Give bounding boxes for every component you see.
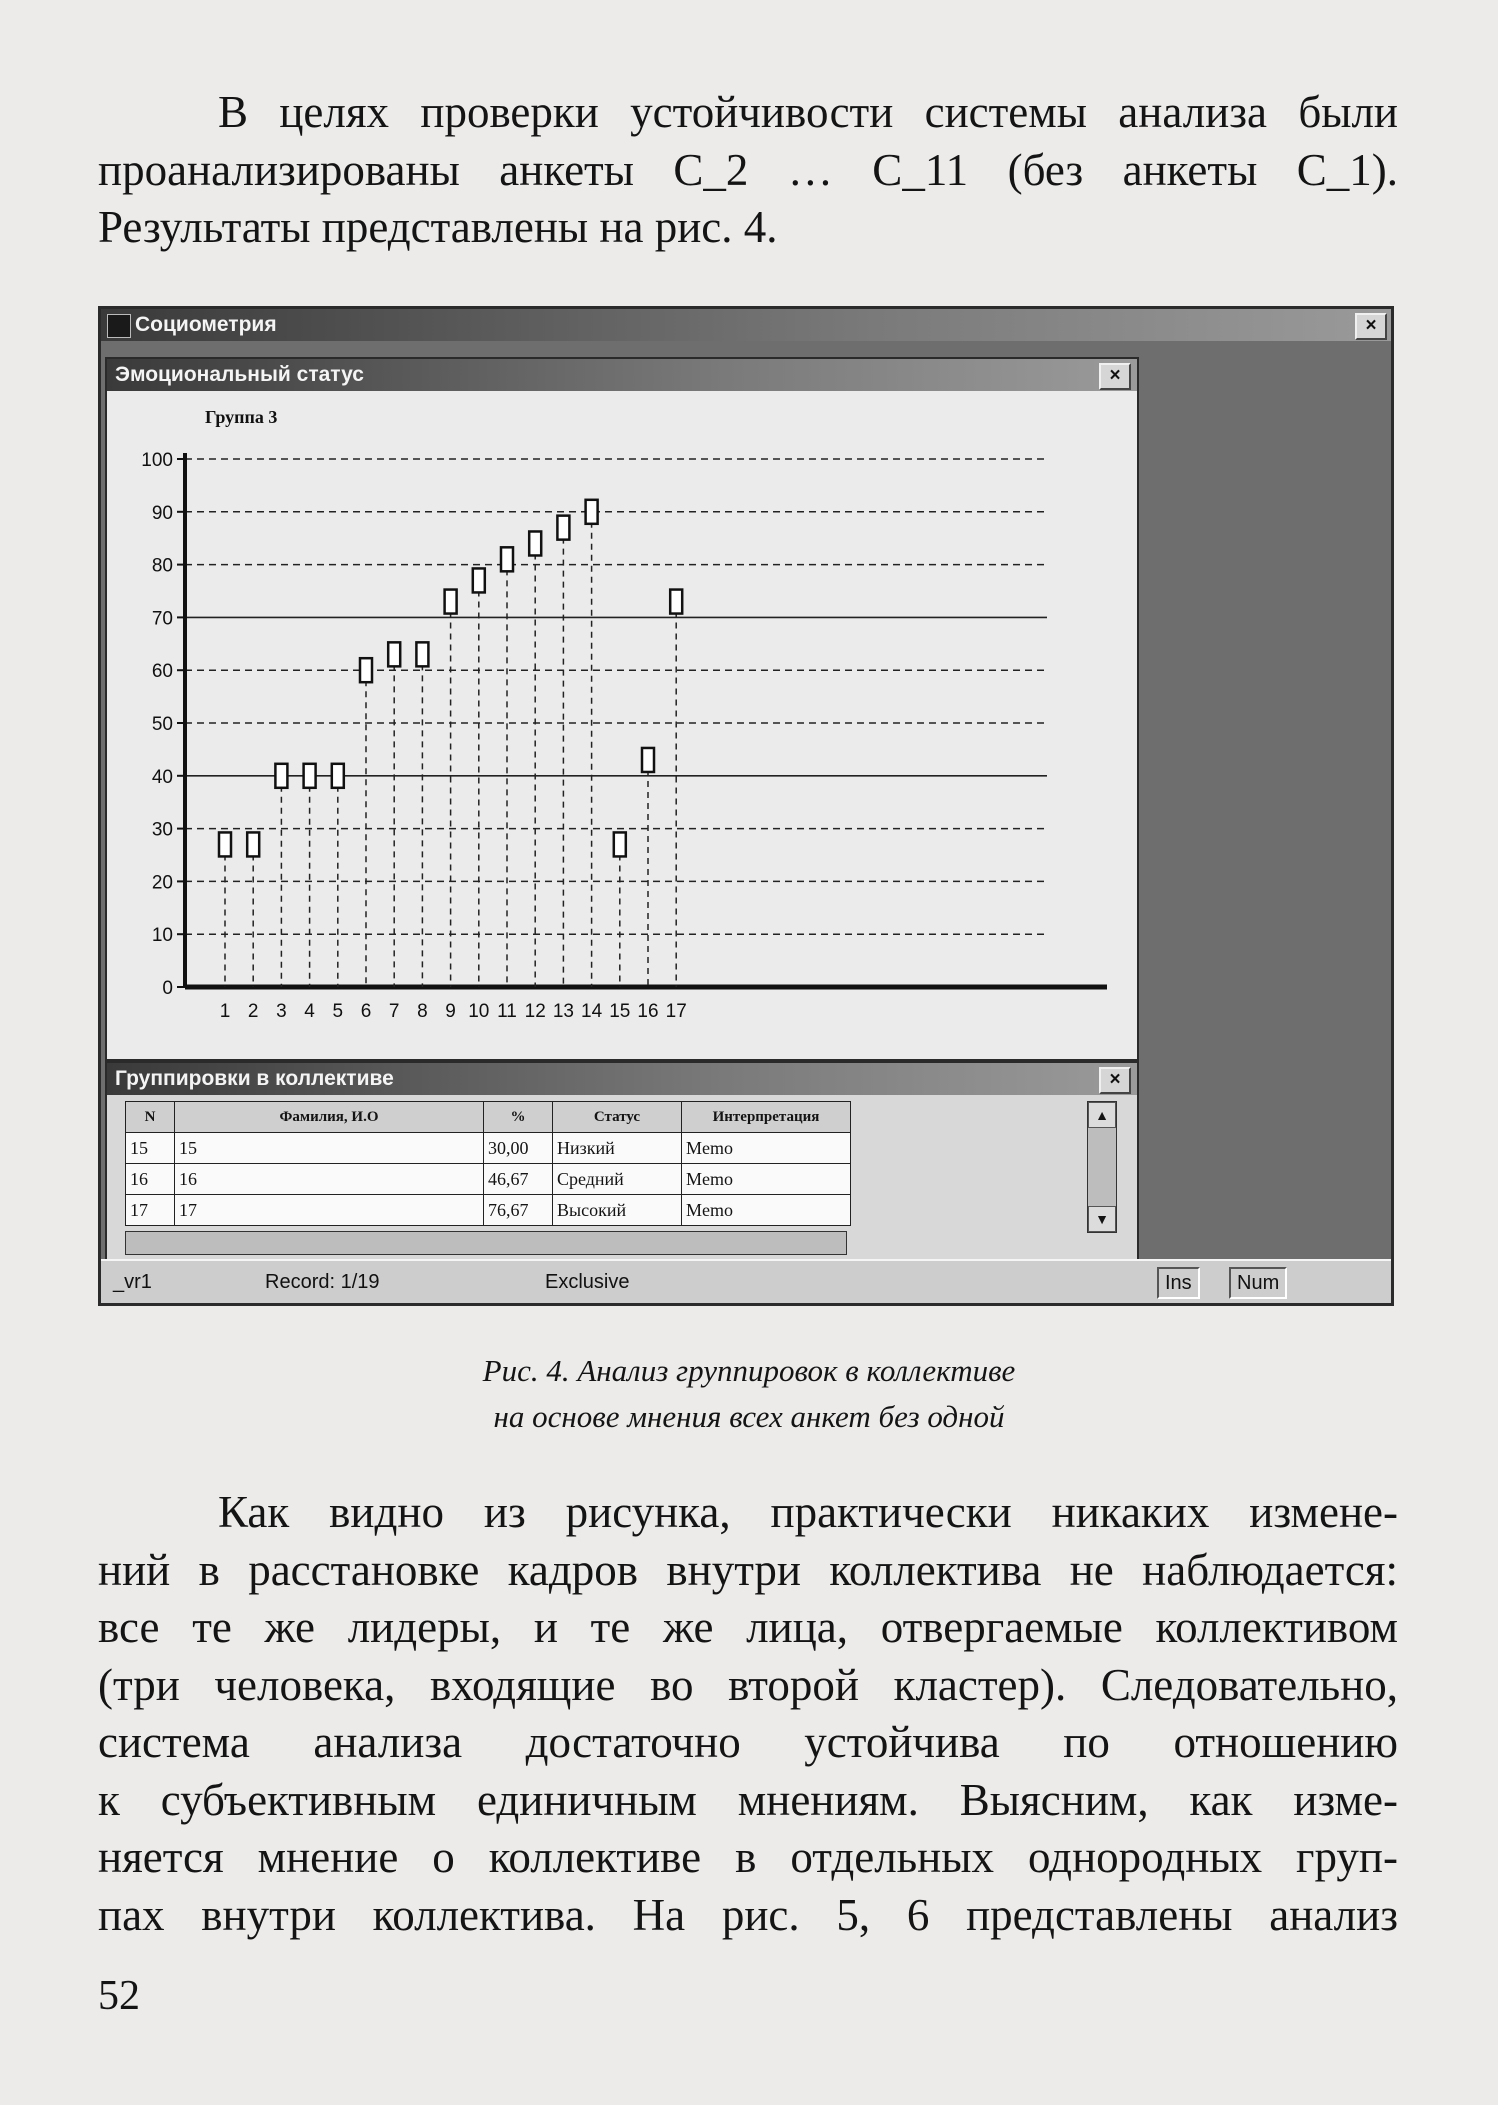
data-point-marker	[388, 642, 400, 666]
x-tick-label: 15	[609, 1001, 631, 1022]
x-tick-label: 8	[417, 1001, 428, 1022]
emotional-status-chart	[107, 391, 1137, 1057]
cell-percent: 76,67	[484, 1195, 553, 1226]
x-tick-label: 2	[247, 1001, 259, 1022]
data-point-marker	[670, 590, 682, 614]
status-name: _vr1	[113, 1271, 152, 1293]
groupings-table	[125, 1101, 851, 1226]
emotional-status-close-icon[interactable]: ×	[1099, 363, 1131, 390]
text-line: Как видно из рисунка, практически никаких измене-	[218, 1487, 1398, 1537]
x-tick-label: 16	[637, 1001, 659, 1022]
text-line: проанализированы анкеты С_2 … С_11 (без анкеты С_1).	[98, 144, 1398, 195]
data-point-marker	[614, 832, 626, 856]
text-line: к субъективным единичным мнениям. Выясним, как изме-	[98, 1774, 1398, 1825]
y-tick-label: 100	[141, 450, 173, 471]
y-tick-label: 90	[151, 502, 173, 524]
data-point-marker	[642, 748, 654, 772]
y-tick-label: 60	[151, 661, 173, 683]
emotional-status-titlebar	[107, 359, 1137, 391]
text-line: пах внутри коллектива. На рис. 5, 6 представлены анализ	[98, 1889, 1398, 1940]
col-n[interactable]: N	[126, 1102, 175, 1133]
x-tick-label: 10	[468, 1001, 490, 1022]
text-line: система анализа достаточно устойчива по отношению	[98, 1717, 1398, 1767]
table-row[interactable]	[126, 1195, 851, 1226]
status-bar	[101, 1259, 1391, 1303]
data-point-marker	[360, 658, 372, 682]
cell-interpretation: Memo	[682, 1195, 851, 1226]
data-point-marker	[304, 764, 316, 788]
cell-percent: 46,67	[484, 1164, 553, 1195]
groupings-title: Группировки в коллективе	[115, 1067, 394, 1090]
scroll-up-icon[interactable]: ▲	[1088, 1102, 1116, 1128]
cell-status: Низкий	[553, 1133, 682, 1164]
figure-caption-line1: Рис. 4. Анализ группировок в коллективе	[482, 1353, 1016, 1388]
cell-name: 16	[175, 1164, 484, 1195]
groupings-titlebar	[107, 1063, 1137, 1095]
x-tick-label: 9	[445, 1001, 456, 1022]
data-point-marker	[445, 590, 457, 614]
cell-n: 16	[126, 1164, 175, 1195]
cell-interpretation: Memo	[682, 1133, 851, 1164]
text-line: (три человека, входящие во второй кластер). Следовательно,	[98, 1659, 1398, 1710]
main-window-title: Социометрия	[135, 313, 277, 336]
groupings-window	[105, 1061, 1139, 1261]
y-tick-label: 40	[151, 766, 173, 788]
data-point-marker	[219, 832, 231, 856]
y-tick-label: 80	[151, 555, 173, 577]
status-ins: Ins	[1157, 1267, 1200, 1299]
col-name[interactable]: Фамилия, И.О	[175, 1102, 484, 1133]
paragraph-conclusion	[98, 1484, 1398, 1944]
cell-name: 17	[175, 1195, 484, 1226]
app-screenshot-figure	[98, 306, 1394, 1306]
y-tick-label: 30	[151, 819, 173, 841]
emotional-status-window	[105, 357, 1139, 1061]
scroll-down-icon[interactable]: ▼	[1088, 1206, 1116, 1232]
status-record: Record: 1/19	[265, 1271, 380, 1293]
cell-status: Высокий	[553, 1195, 682, 1226]
x-tick-label: 1	[219, 1001, 231, 1022]
groupings-close-icon[interactable]: ×	[1099, 1067, 1131, 1094]
text-line: В целях проверки устойчивости системы анализа были	[218, 87, 1398, 137]
table-header-row	[126, 1102, 851, 1133]
x-tick-label: 13	[552, 1001, 574, 1022]
data-point-marker	[473, 568, 485, 592]
data-point-marker	[529, 531, 541, 555]
cell-percent: 30,00	[484, 1133, 553, 1164]
app-icon	[107, 314, 131, 338]
status-mode: Exclusive	[545, 1271, 630, 1293]
x-tick-label: 4	[304, 1001, 315, 1022]
main-window-titlebar	[101, 309, 1391, 341]
y-tick-label: 0	[162, 978, 173, 999]
cell-name: 15	[175, 1133, 484, 1164]
vertical-scrollbar[interactable]	[1087, 1101, 1117, 1233]
horizontal-scrollbar[interactable]	[125, 1231, 847, 1255]
table-row[interactable]	[126, 1164, 851, 1195]
text-line: все те же лидеры, и те же лица, отвергаемые коллективом	[98, 1602, 1398, 1652]
data-point-marker	[275, 764, 287, 788]
paragraph-intro	[98, 84, 1398, 257]
cell-status: Средний	[553, 1164, 682, 1195]
x-tick-label: 6	[360, 1001, 372, 1022]
y-tick-label: 70	[151, 608, 173, 630]
status-num: Num	[1229, 1267, 1287, 1299]
x-tick-label: 7	[388, 1001, 400, 1022]
x-tick-label: 11	[497, 1001, 517, 1022]
text-line: няется мнение о коллективе в отдельных однородных груп-	[98, 1832, 1398, 1882]
y-tick-label: 10	[151, 925, 173, 947]
data-point-marker	[557, 516, 569, 540]
x-tick-label: 12	[524, 1001, 546, 1022]
data-point-marker	[247, 832, 259, 856]
text-line: Результаты представлены на рис. 4.	[98, 202, 778, 252]
chart-title: Группа 3	[205, 407, 278, 427]
page-number: 52	[98, 1973, 140, 2019]
main-close-icon[interactable]: ×	[1355, 313, 1387, 340]
x-tick-label: 14	[581, 1001, 603, 1022]
data-point-marker	[332, 764, 344, 788]
cell-n: 15	[126, 1133, 175, 1164]
col-percent[interactable]: %	[484, 1102, 553, 1133]
col-status[interactable]: Статус	[553, 1102, 682, 1133]
data-point-marker	[416, 642, 428, 666]
emotional-status-title: Эмоциональный статус	[115, 363, 364, 386]
cell-interpretation: Memo	[682, 1164, 851, 1195]
y-tick-label: 20	[151, 872, 173, 894]
figure-caption-line2: на основе мнения всех анкет без одной	[493, 1399, 1005, 1434]
y-tick-label: 50	[151, 714, 173, 735]
text-line: ний в расстановке кадров внутри коллектива не наблюдается:	[98, 1544, 1398, 1595]
x-tick-label: 3	[276, 1001, 287, 1022]
col-interpretation[interactable]: Интерпретация	[682, 1102, 851, 1133]
cell-n: 17	[126, 1195, 175, 1226]
data-point-marker	[501, 547, 513, 571]
table-row[interactable]	[126, 1133, 851, 1164]
x-tick-label: 17	[665, 1001, 687, 1022]
data-point-marker	[586, 500, 598, 524]
x-tick-label: 5	[332, 1001, 344, 1022]
